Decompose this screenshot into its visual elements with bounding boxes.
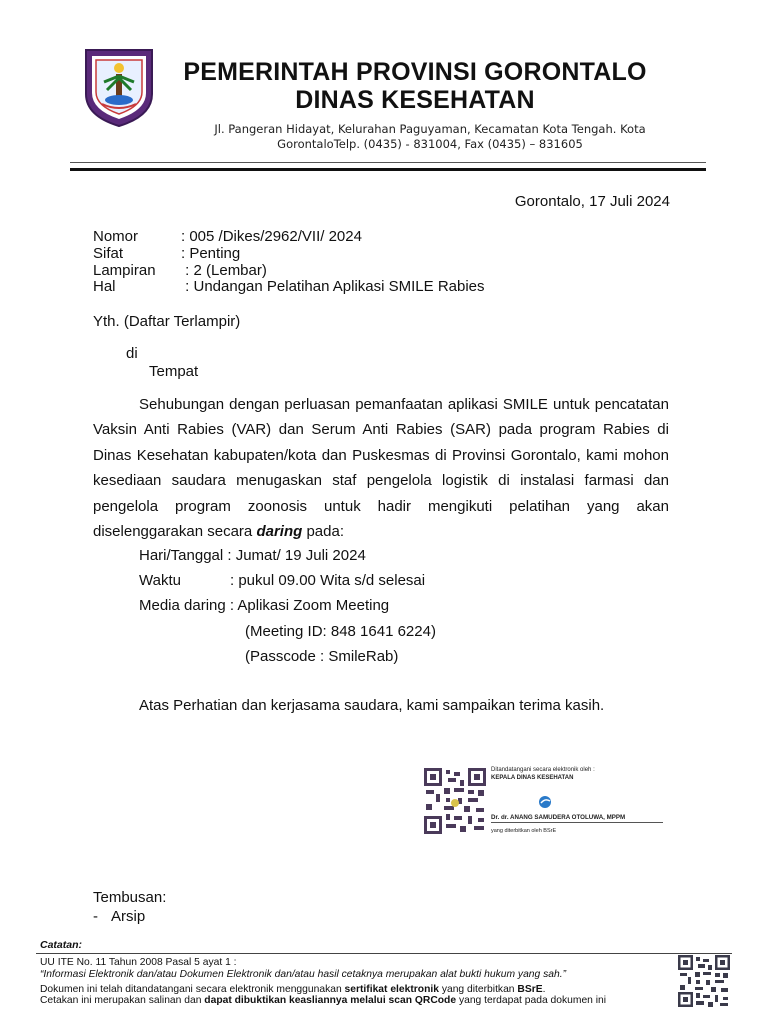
detail-passcode: (Passcode : SmileRab) [245, 648, 399, 665]
meta-value: : 2 (Lembar) [181, 262, 267, 279]
footer-line4-a: Cetakan ini merupakan salinan dan [40, 995, 205, 1006]
bsre-logo-icon [538, 795, 554, 809]
footer-catatan: Catatan: [40, 939, 83, 951]
recipient-tempat: Tempat [149, 363, 199, 380]
signature-issuer-note: yang diterbitkan oleh BSrE [491, 828, 557, 834]
meta-value: : Penting [181, 245, 241, 262]
body-paragraph [93, 392, 669, 544]
detail-hari: Hari/Tanggal : Jumat/ 19 Juli 2024 [139, 547, 366, 564]
detail-waktu-value: : pukul 09.00 Wita s/d selesai [230, 572, 426, 589]
footer-quote: “Informasi Elektronik dan/atau Dokumen Elektronik dan/atau hasil cetaknya merupakan alat bukti hukum yang sah.” [40, 969, 566, 980]
footer-line4-b: dapat dibuktikan keasliannya melalui scan QRCode [204, 995, 457, 1006]
body-emph-daring: daring [256, 523, 303, 541]
provincial-crest-icon [80, 46, 158, 128]
footer-line3-e: . [542, 984, 546, 995]
meta-label: Sifat [93, 245, 124, 262]
closing-text: Atas Perhatian dan kerjasama saudara, kami sampaikan terima kasih. [139, 697, 605, 714]
footer-line3 [40, 984, 545, 995]
recipient-yth: Yth. (Daftar Terlampir) [93, 313, 241, 330]
footer-qr-code-icon [678, 955, 730, 1007]
meta-label: Nomor [93, 228, 139, 245]
tembusan-label: Tembusan: [93, 889, 167, 906]
date-place: Gorontalo, 17 Juli 2024 [514, 193, 670, 210]
meta-sifat [93, 245, 240, 262]
footer-law: UU ITE No. 11 Tahun 2008 Pasal 5 ayat 1 : [40, 957, 237, 968]
footer-line3-d: BSrE [517, 984, 543, 995]
signature-qr-code-icon [424, 768, 486, 834]
meta-nomor [93, 228, 362, 245]
header-line1: PEMERINTAH PROVINSI GORONTALO [183, 58, 647, 86]
footer-line3-c: yang diterbitkan [438, 984, 518, 995]
signature-position: KEPALA DINAS KESEHATAN [491, 775, 574, 781]
signature-name: Dr. dr. ANANG SAMUDERA OTOLUWA, MPPM [491, 814, 663, 823]
header-address-line1: Jl. Pangeran Hidayat, Kelurahan Paguyaman, Kecamatan Kota Tengah. Kota [214, 122, 646, 136]
header-address-line2: GorontaloTelp. (0435) - 831004, Fax (0435) – 831605 [277, 137, 583, 151]
signature-signed-by-label: Ditandatangani secara elektronik oleh : [491, 767, 595, 773]
meta-label: Lampiran [93, 262, 156, 279]
tembusan-item-text: Arsip [111, 908, 146, 925]
meta-lampiran [93, 262, 267, 279]
header-line2: DINAS KESEHATAN [295, 86, 535, 114]
recipient-di: di [126, 345, 138, 362]
header-divider-thick [70, 168, 706, 171]
detail-waktu [139, 572, 425, 589]
meta-value: : 005 /Dikes/2962/VII/ 2024 [181, 228, 362, 245]
body-paragraph-start: Sehubungan dengan perluasan pemanfaatan aplikasi SMILE untuk pencatatan Vaksin Anti Rabies (VAR) dan Serum Anti Rabies (SAR) pada program Rabies di Dinas Kesehatan kabupaten/kota dan Puskesmas di Provinsi Gorontalo, kami mohon kesediaan saudara menugaskan staf pengelola logistik di instalasi farmasi dan pengelola program zoonosis untuk hadir mengikuti pelatihan yang akan diselenggarakan secara [93, 396, 669, 541]
footer-line3-b: sertifikat elektronik [344, 984, 439, 995]
meta-label: Hal [93, 278, 116, 295]
footer-line4 [40, 995, 606, 1006]
tembusan-bullet: - [93, 908, 98, 925]
detail-waktu-label: Waktu [139, 572, 181, 589]
meta-hal [93, 278, 485, 295]
tembusan-item [93, 908, 145, 925]
footer-divider [36, 953, 732, 954]
footer-line3-a: Dokumen ini telah ditandatangani secara elektronik menggunakan [40, 984, 345, 995]
body-paragraph-end: pada: [302, 523, 345, 541]
detail-media: Media daring : Aplikasi Zoom Meeting [139, 597, 390, 614]
footer-line4-c: yang terdapat pada dokumen ini [456, 995, 607, 1006]
detail-meeting-id: (Meeting ID: 848 1641 6224) [245, 623, 436, 640]
meta-value: : Undangan Pelatihan Aplikasi SMILE Rabies [181, 278, 485, 295]
header-divider-thin [70, 162, 706, 163]
